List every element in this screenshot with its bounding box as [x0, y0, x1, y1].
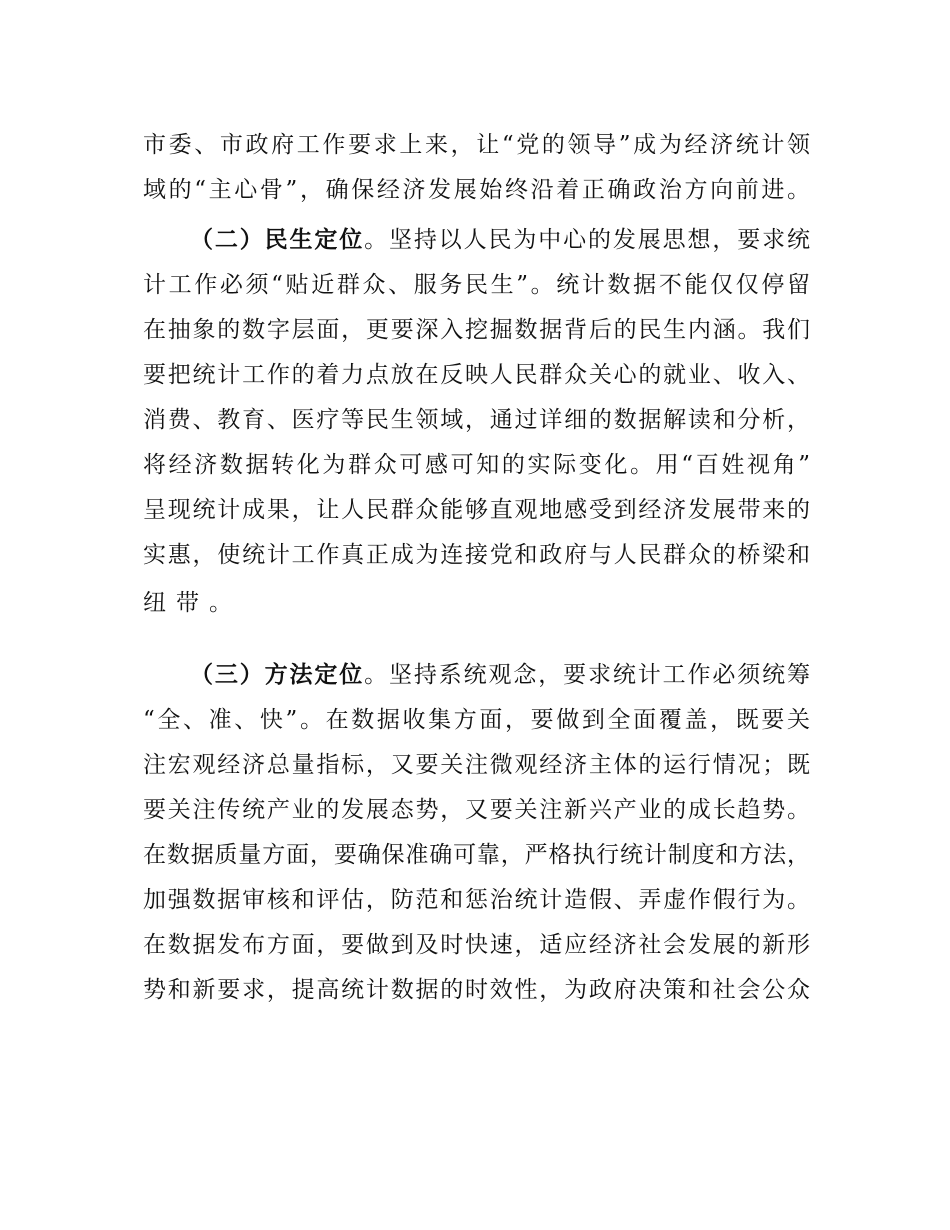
text-line: 呈现统计成果，让人民群众能够直观地感受到经济发展带来的 — [143, 497, 810, 523]
text-line: 纽带。 — [143, 590, 242, 616]
text-line: 加强数据审核和评估，防范和惩治统计造假、弄虚作假行为。 — [143, 887, 810, 913]
text-line — [190, 660, 810, 690]
text-line: “全、准、快”。在数据收集方面，要做到全面覆盖，既要关 — [143, 707, 810, 733]
text-line — [190, 225, 810, 255]
text-line: 计工作必须“贴近群众、服务民生”。统计数据不能仅仅停留 — [143, 272, 810, 298]
heading-rest: 。坚持系统观念，要求统计工作必须统筹 — [364, 662, 810, 688]
text-line: 实惠，使统计工作真正成为连接党和政府与人民群众的桥梁和 — [143, 542, 810, 568]
text-line: 市委、市政府工作要求上来，让“党的领导”成为经济统计领 — [143, 132, 810, 158]
text-line: 在抽象的数字层面，更要深入挖掘数据背后的民生内涵。我们 — [143, 317, 810, 343]
heading-rest: 。坚持以人民为中心的发展思想，要求统 — [364, 227, 810, 253]
text-line: 将经济数据转化为群众可感可知的实际变化。用“百姓视角” — [143, 452, 810, 478]
section-heading: （三）方法定位 — [190, 661, 365, 688]
text-line: 注宏观经济总量指标，又要关注微观经济主体的运行情况；既 — [143, 752, 810, 778]
text-line: 在数据质量方面，要确保准确可靠，严格执行统计制度和方法， — [143, 842, 810, 868]
text-line: 在数据发布方面，要做到及时快速，适应经济社会发展的新形 — [143, 932, 810, 958]
text-line: 要关注传统产业的发展态势，又要关注新兴产业的成长趋势。 — [143, 797, 810, 823]
text-line: 要把统计工作的着力点放在反映人民群众关心的就业、收入、 — [143, 362, 810, 388]
text-line: 域的“主心骨”，确保经济发展始终沿着正确政治方向前进。 — [143, 177, 810, 203]
text-line: 势和新要求，提高统计数据的时效性，为政府决策和社会公众 — [143, 977, 810, 1003]
section-heading: （二）民生定位 — [190, 226, 365, 253]
text-line: 消费、教育、医疗等民生领域，通过详细的数据解读和分析， — [143, 407, 810, 433]
